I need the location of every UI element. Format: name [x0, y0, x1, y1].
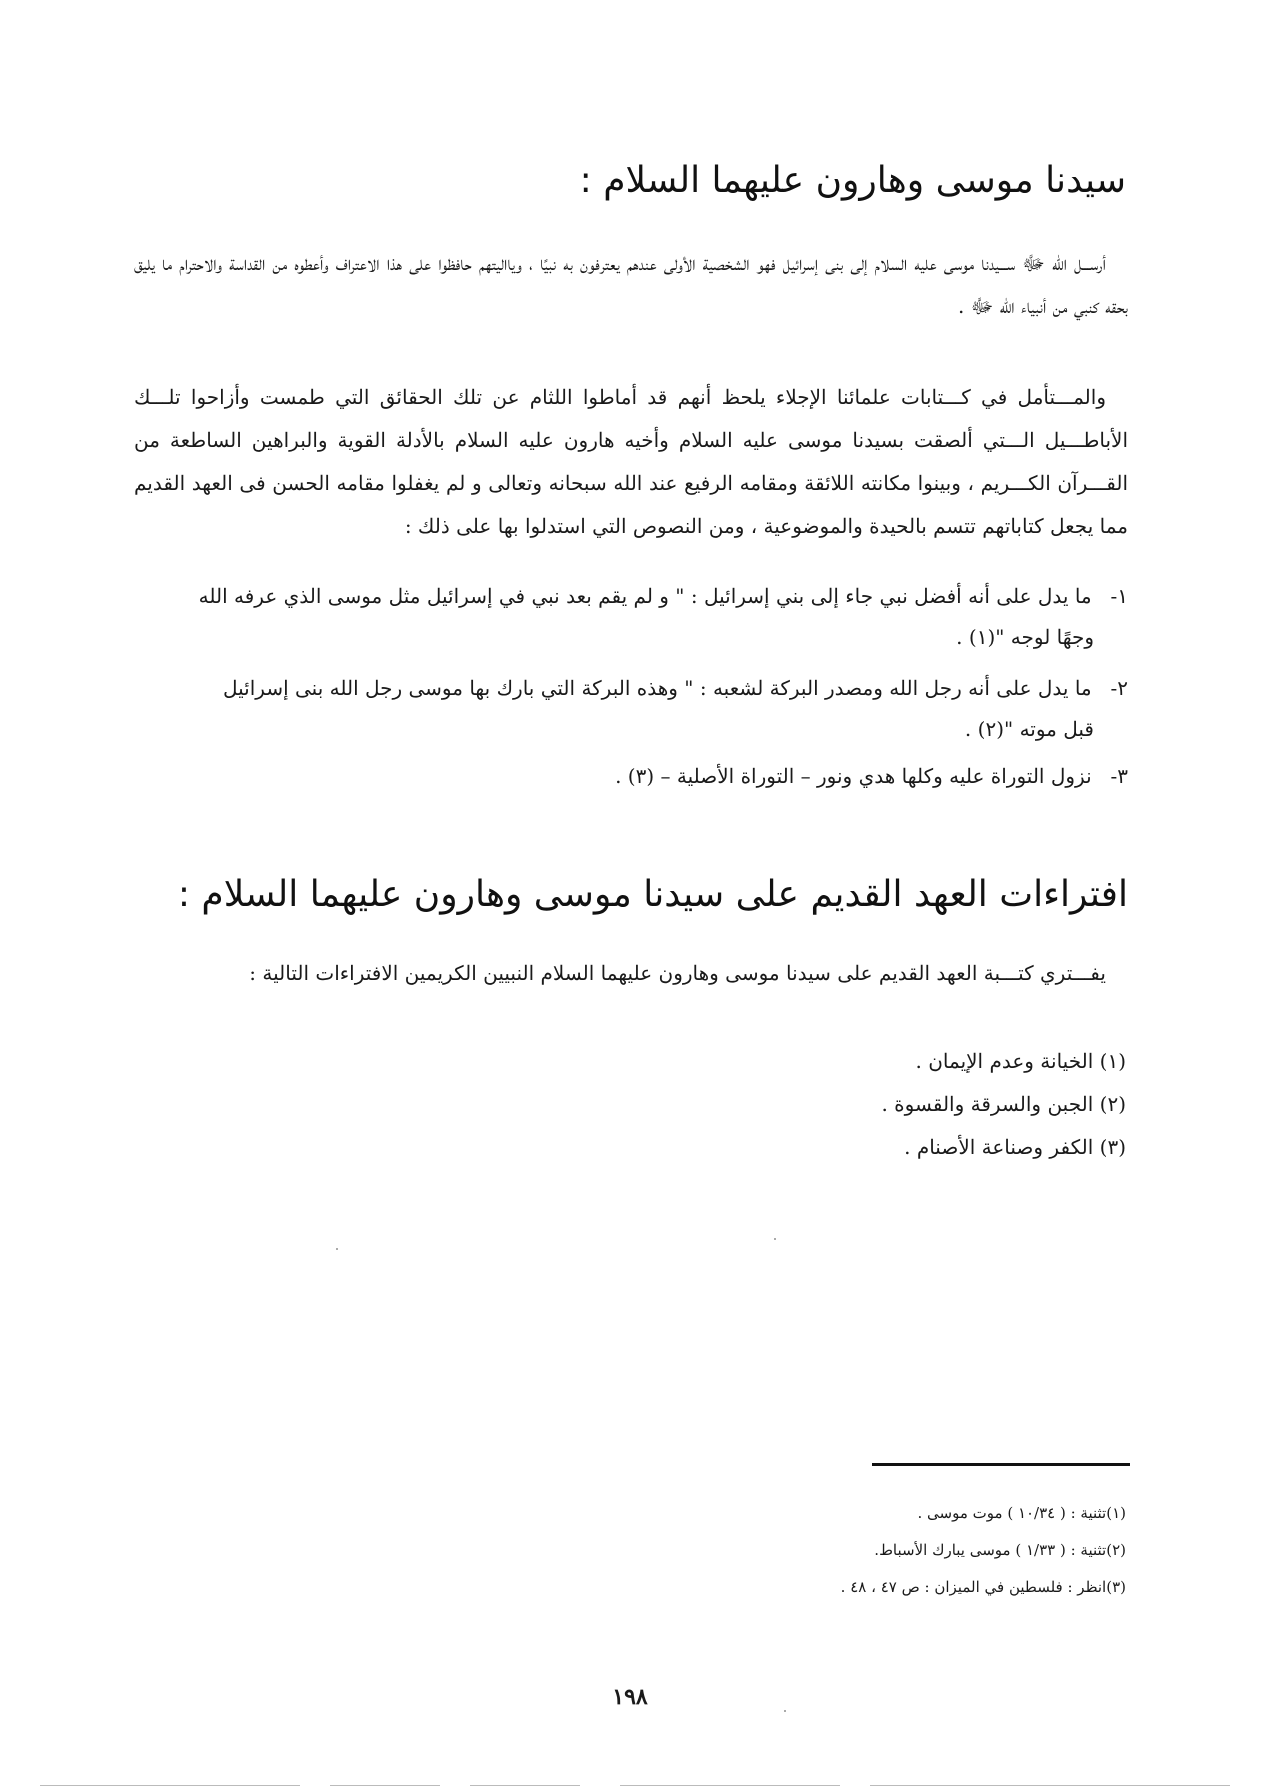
- scan-artifact-line: [330, 1785, 440, 1786]
- footnote: (٣)انظر : فلسطين في الميزان : ص ٤٧ ، ٤٨ .: [840, 1578, 1126, 1596]
- section-heading-accusations: افتراءات العهد القديم على سيدنا موسى وهارون عليهما السلام :: [177, 874, 1128, 915]
- list-item-text: ما يدل على أنه أفضل نبي جاء إلى بني إسرائيل : " و لم يقم بعد نبي في إسرائيل مثل موسى الذي عرفه الله: [198, 584, 1092, 608]
- list-item-number: ١-: [1110, 584, 1128, 608]
- section-heading-moses-aaron: سيدنا موسى وهارون عليهما السلام :: [579, 160, 1126, 201]
- scan-artifact-line: [620, 1785, 840, 1786]
- scholars-paragraph: [134, 376, 1128, 548]
- list-item: (١) الخيانة وعدم الإيمان .: [915, 1049, 1126, 1073]
- footnote: (٢)تثنية : ( ١/٣٣ ) موسى يبارك الأسباط.: [874, 1541, 1126, 1559]
- list-item: (٢) الجبن والسرقة والقسوة .: [881, 1092, 1126, 1116]
- scan-speck: [784, 1710, 786, 1712]
- page-number: ١٩٨: [612, 1684, 648, 1710]
- list-item-text: نزول التوراة عليه وكلها هدي ونور – التوراة الأصلية – (٣) .: [615, 764, 1092, 788]
- list-item: [128, 668, 1128, 750]
- footnotes-list: [841, 1495, 1126, 1606]
- scan-artifact-line: [40, 1785, 300, 1786]
- list-item: [128, 576, 1128, 658]
- scan-artifact-line: [870, 1785, 1230, 1786]
- scan-speck: [774, 1238, 776, 1240]
- list-item: [128, 756, 1128, 797]
- intro-paragraph: [134, 242, 1128, 328]
- footnote-divider: [872, 1463, 1130, 1466]
- list-item-continuation: قبل موته "(٢) .: [964, 717, 1094, 741]
- footnote: (١)تثنية : ( ١٠/٣٤ ) موت موسى .: [917, 1504, 1126, 1522]
- evidence-list: [128, 576, 1128, 807]
- list-item: (٣) الكفر وصناعة الأصنام .: [904, 1135, 1126, 1159]
- intro-paragraph-text: أرســـل الله ﷻ ســـيدنا موسى عليه السلام إلى بنى إسرائيل فهو الشخصية الأولى عندهم يعترفون به نبيًا ، ويااليتهم حافظوا على هذا الاعتراف وأعطوه من القداسة والاحترام ما يليق بحقه كنبي من أنبياء الله ﷻ .: [134, 251, 1128, 318]
- scholars-paragraph-text: والمـــتأمل في كـــتابات علمائنا الإجلاء يلحظ أنهم قد أماطوا اللثام عن تلك الحقائق التي طمست وأزاحوا تلـــك الأباطـــيل الـــتي ألصقت بسيدنا موسى عليه السلام وأخيه هارون عليه السلام بالأدلة القوية والبراهين الساطعة من القـــرآن الكـــريم ، وبينوا مكانته اللائقة ومقامه الرفيع عند الله سبحانه وتعالى و لم يغفلوا مقامه الحسن فى العهد القديم مما يجعل كتاباتهم تتسم بالحيدة والموضوعية ، ومن النصوص التي استدلوا بها على ذلك :: [134, 385, 1128, 538]
- list-item-continuation: وجهًا لوجه "(١) .: [956, 625, 1094, 649]
- scan-speck: [336, 1248, 338, 1250]
- scan-artifact-line: [470, 1785, 580, 1786]
- list-item-number: ٢-: [1110, 676, 1128, 700]
- accusations-intro-paragraph: [134, 952, 1128, 995]
- accusations-intro-text: يفـــتري كتـــبة العهد القديم على سيدنا موسى وهارون عليهما السلام النبيين الكريمين الافتراءات التالية :: [249, 961, 1106, 985]
- accusations-list: [881, 1040, 1126, 1169]
- list-item-text: ما يدل على أنه رجل الله ومصدر البركة لشعبه : " وهذه البركة التي بارك بها موسى رجل الله بنى إسرائيل: [222, 676, 1092, 700]
- list-item-number: ٣-: [1110, 764, 1128, 788]
